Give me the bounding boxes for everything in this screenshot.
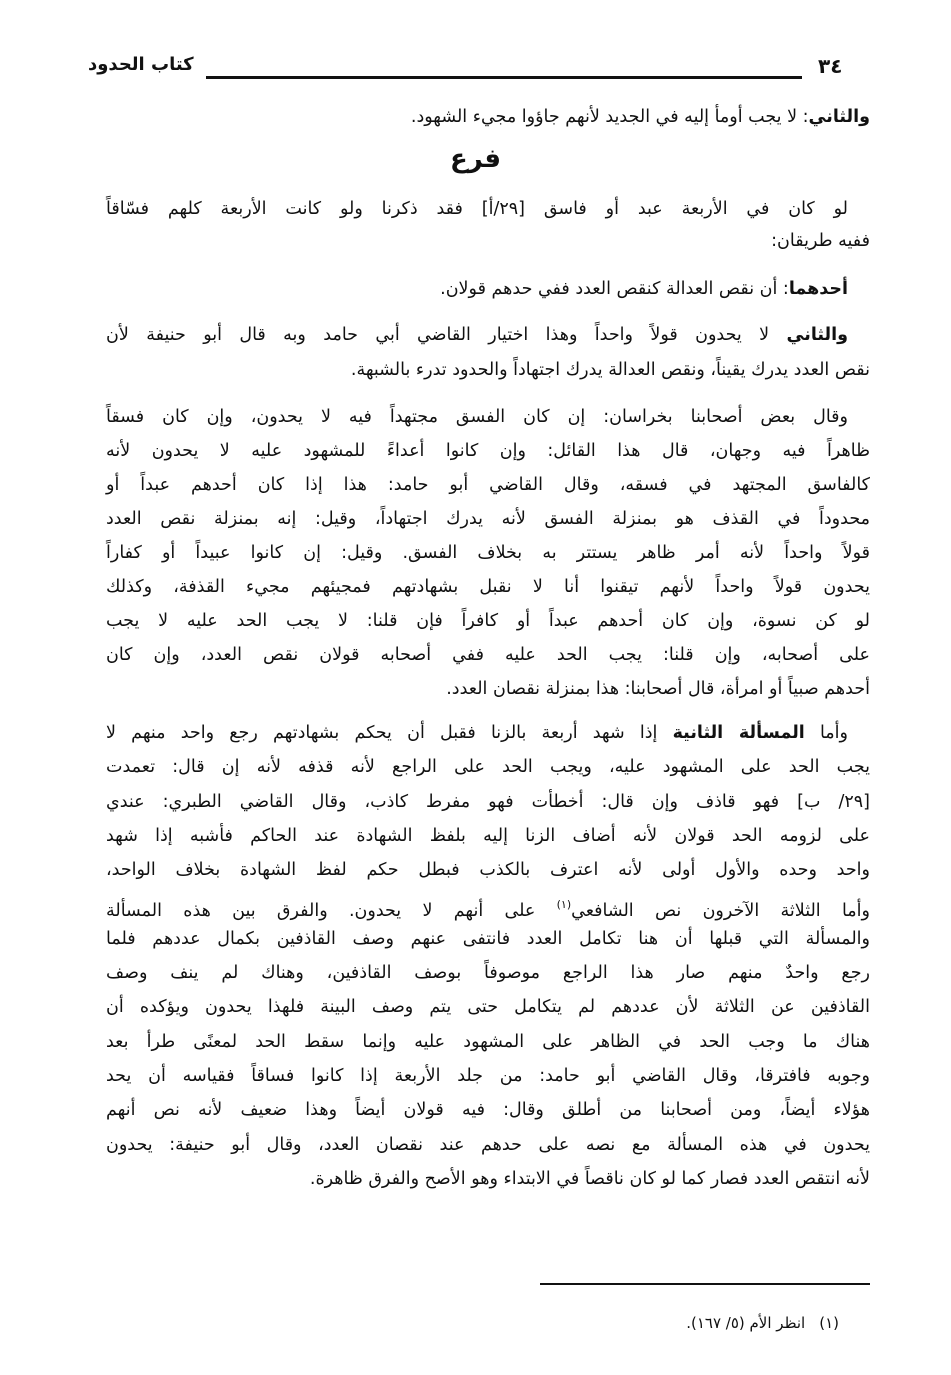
text-line (106, 1095, 870, 1125)
text-line (106, 855, 870, 885)
text-segment: إذا شهد أربعة بالزنا فقبل أن يحكم بشهادتهم رجع واحد منهم لا (106, 723, 673, 743)
text-line (106, 320, 848, 350)
text-line (106, 572, 870, 602)
text-line (106, 436, 870, 466)
text-segment: ظاهراً فيه وجهان، قال هذا القائل: وإن كانوا أعداءً للمشهود عليه لا يحدون لأنه (106, 441, 870, 461)
text-segment: وقال بعض أصحابنا بخراسان: إن كان الفسق مجتهداً فيه لا يحدون، وإن كان فسقاً (106, 407, 848, 427)
text-segment: قولاً واحداً لأنه أمر ظاهر يستتر به بخلاف الفسق. وقيل: إن كانوا عبيداً أو كفاراً (106, 543, 870, 563)
text-line (106, 674, 870, 704)
bold-term: المسألة الثانية (672, 723, 805, 743)
text-segment: على أنهم لا يحدون. والفرق بين هذه المسألة (106, 900, 557, 921)
text-segment: على أصحابه، وإن قلنا: يجب الحد عليه ففي أصحابه قولان نقص العدد، وإن كان (106, 645, 870, 665)
text-segment: يجب الحد على المشهود عليه، ويجب الحد على الراجع لأنه قذفه لأنه إن قال: تعمدت (106, 757, 870, 778)
header-rule (206, 76, 802, 79)
footnote-text: انظر الأم (٥/ ١٦٧). (686, 1314, 806, 1332)
text-segment: نقص العدد يدرك يقيناً، ونقص العدالة يدرك اجتهاداً والحدود تدرء بالشبهة. (350, 360, 870, 380)
text-line (106, 504, 870, 534)
text-segment: القاذفين عن الثلاثة لأن عددهم لم يتكامل حتى يتم وصف البينة فلهذا يحدون ويؤكده أن (106, 997, 870, 1018)
text-line (106, 752, 870, 782)
text-segment: ففيه طريقان: (771, 231, 870, 251)
text-line (106, 718, 848, 748)
text-line (106, 924, 870, 954)
text-segment: والمسألة التي قبلها أن هنا تكامل العدد فانتفى عنهم وصف القاذفين بكمال عددهم فلما (106, 928, 870, 949)
text-segment: كالفاسق المجتهد في فسقه، وقال القاضي أبو حامد: هذا إذا كان أحدهم عبداً أو (106, 475, 870, 495)
text-line (106, 402, 848, 432)
text-segment: رجع واحدٌ منهم صار هذا الراجع موصوفاً بوصف القاذفين، وهناك لم ينف وصف (106, 963, 870, 984)
text-line (106, 274, 848, 304)
text-line (106, 821, 870, 851)
text-line (106, 1027, 870, 1057)
bold-term: والثاني (808, 107, 870, 127)
text-line (106, 226, 870, 256)
text-line (106, 787, 870, 817)
text-line (106, 640, 870, 670)
text-segment: [٢٩/ ب] فهو قاذف وإن قال: أخطأت فهو مفرط كاذب، وقال القاضي الطبري: عندي (106, 791, 870, 812)
text-line (106, 194, 848, 224)
text-segment: يحدون في هذه المسألة مع نصه على حدهم عند نقصان العدد، وقال أبو حنيفة: يحدون (106, 1134, 870, 1155)
text-line (106, 958, 870, 988)
text-segment: وجوبه فافترقا، وقال القاضي أبو حامد: من جلد الأربعة إذا كانوا فساقاً فقياسه أن يحد (106, 1066, 870, 1086)
text-line (106, 355, 870, 385)
text-line (106, 1130, 870, 1160)
footnote-rule (540, 1283, 870, 1285)
text-line (106, 470, 870, 500)
section-heading: فرع (450, 144, 501, 174)
text-line (106, 890, 870, 926)
text-line (106, 992, 870, 1022)
text-segment: هؤلاء أيضاً، ومن أصحابنا من أطلق وقال: فيه قولان أيضاً وهذا ضعيف لأنه نص أنهم (106, 1100, 870, 1121)
footnote-ref: (١) (556, 897, 572, 911)
text-line (106, 102, 870, 132)
text-segment: : لا يجب أومأ إليه في الجديد لأنهم جاؤوا مجيء الشهود. (410, 107, 809, 127)
bold-term: أحدهما (788, 279, 848, 299)
text-segment: محدوداً في القذف هو بمنزلة الفسق لأنه يدرك اجتهاداً، وقيل: إنه بمنزلة نقص العدد (106, 509, 870, 529)
text-segment: واحد وحده والأول أولى لأنه اعترف بالكذب فبطل حكم لفظ الشهادة بخلاف الواحد، (106, 860, 870, 881)
running-title: كتاب الحدود (88, 54, 194, 75)
text-segment: لا يحدون قولاً واحداً وهذا اختيار القاضي أبي حامد وبه قال أبو حنيفة لأن (106, 325, 787, 345)
text-line (106, 1061, 870, 1091)
footnote-number: (١) (819, 1314, 839, 1332)
text-segment: لأنه انتقص العدد فصار كما لو كان ناقصاً في الابتداء وهو الأصح والفرق ظاهرة. (309, 1168, 870, 1189)
page-number: ٣٤ (818, 54, 843, 78)
text-segment: لو كان في الأربعة عبد أو فاسق [٢٩/أ] فقد ذكرنا ولو كانت الأربعة كلهم فسّاقاً (106, 199, 848, 219)
text-segment: وأما (804, 723, 848, 743)
text-segment: على لزومه الحد قولان لأنه أضاف الزنا إليه بلفظ الشهادة عند الحاكم فأشبه إذا شهد (106, 825, 870, 846)
text-segment: : أن نقص العدالة كنقص العدد ففي حدهم قولان. (440, 279, 789, 299)
bold-term: والثاني (786, 325, 848, 345)
text-segment: هناك ما وجب الحد في الظاهر على المشهود عليه وإنما سقط الحد لمعنًى طرأ بعد (106, 1031, 870, 1052)
text-segment: وأما الثلاثة الآخرون نص الشافعي (571, 900, 870, 921)
text-segment: لو كن نسوة، وإن كان أحدهم عبداً أو كافراً فإن قلنا: لا يجب الحد عليه لا يجب (106, 611, 870, 631)
text-segment: يحدون قولاً واحداً لأنهم تيقنوا أنا لا نقبل بشهادتهم فمجيئهم مجيء القذفة، وكذلك (106, 577, 870, 597)
text-line (106, 606, 870, 636)
text-segment: أحدهم صبياً أو امرأة، قال أصحابنا: هذا بمنزلة نقصان العدد. (446, 679, 870, 699)
text-line (106, 538, 870, 568)
text-line (106, 1164, 870, 1194)
footnote (686, 1314, 839, 1332)
